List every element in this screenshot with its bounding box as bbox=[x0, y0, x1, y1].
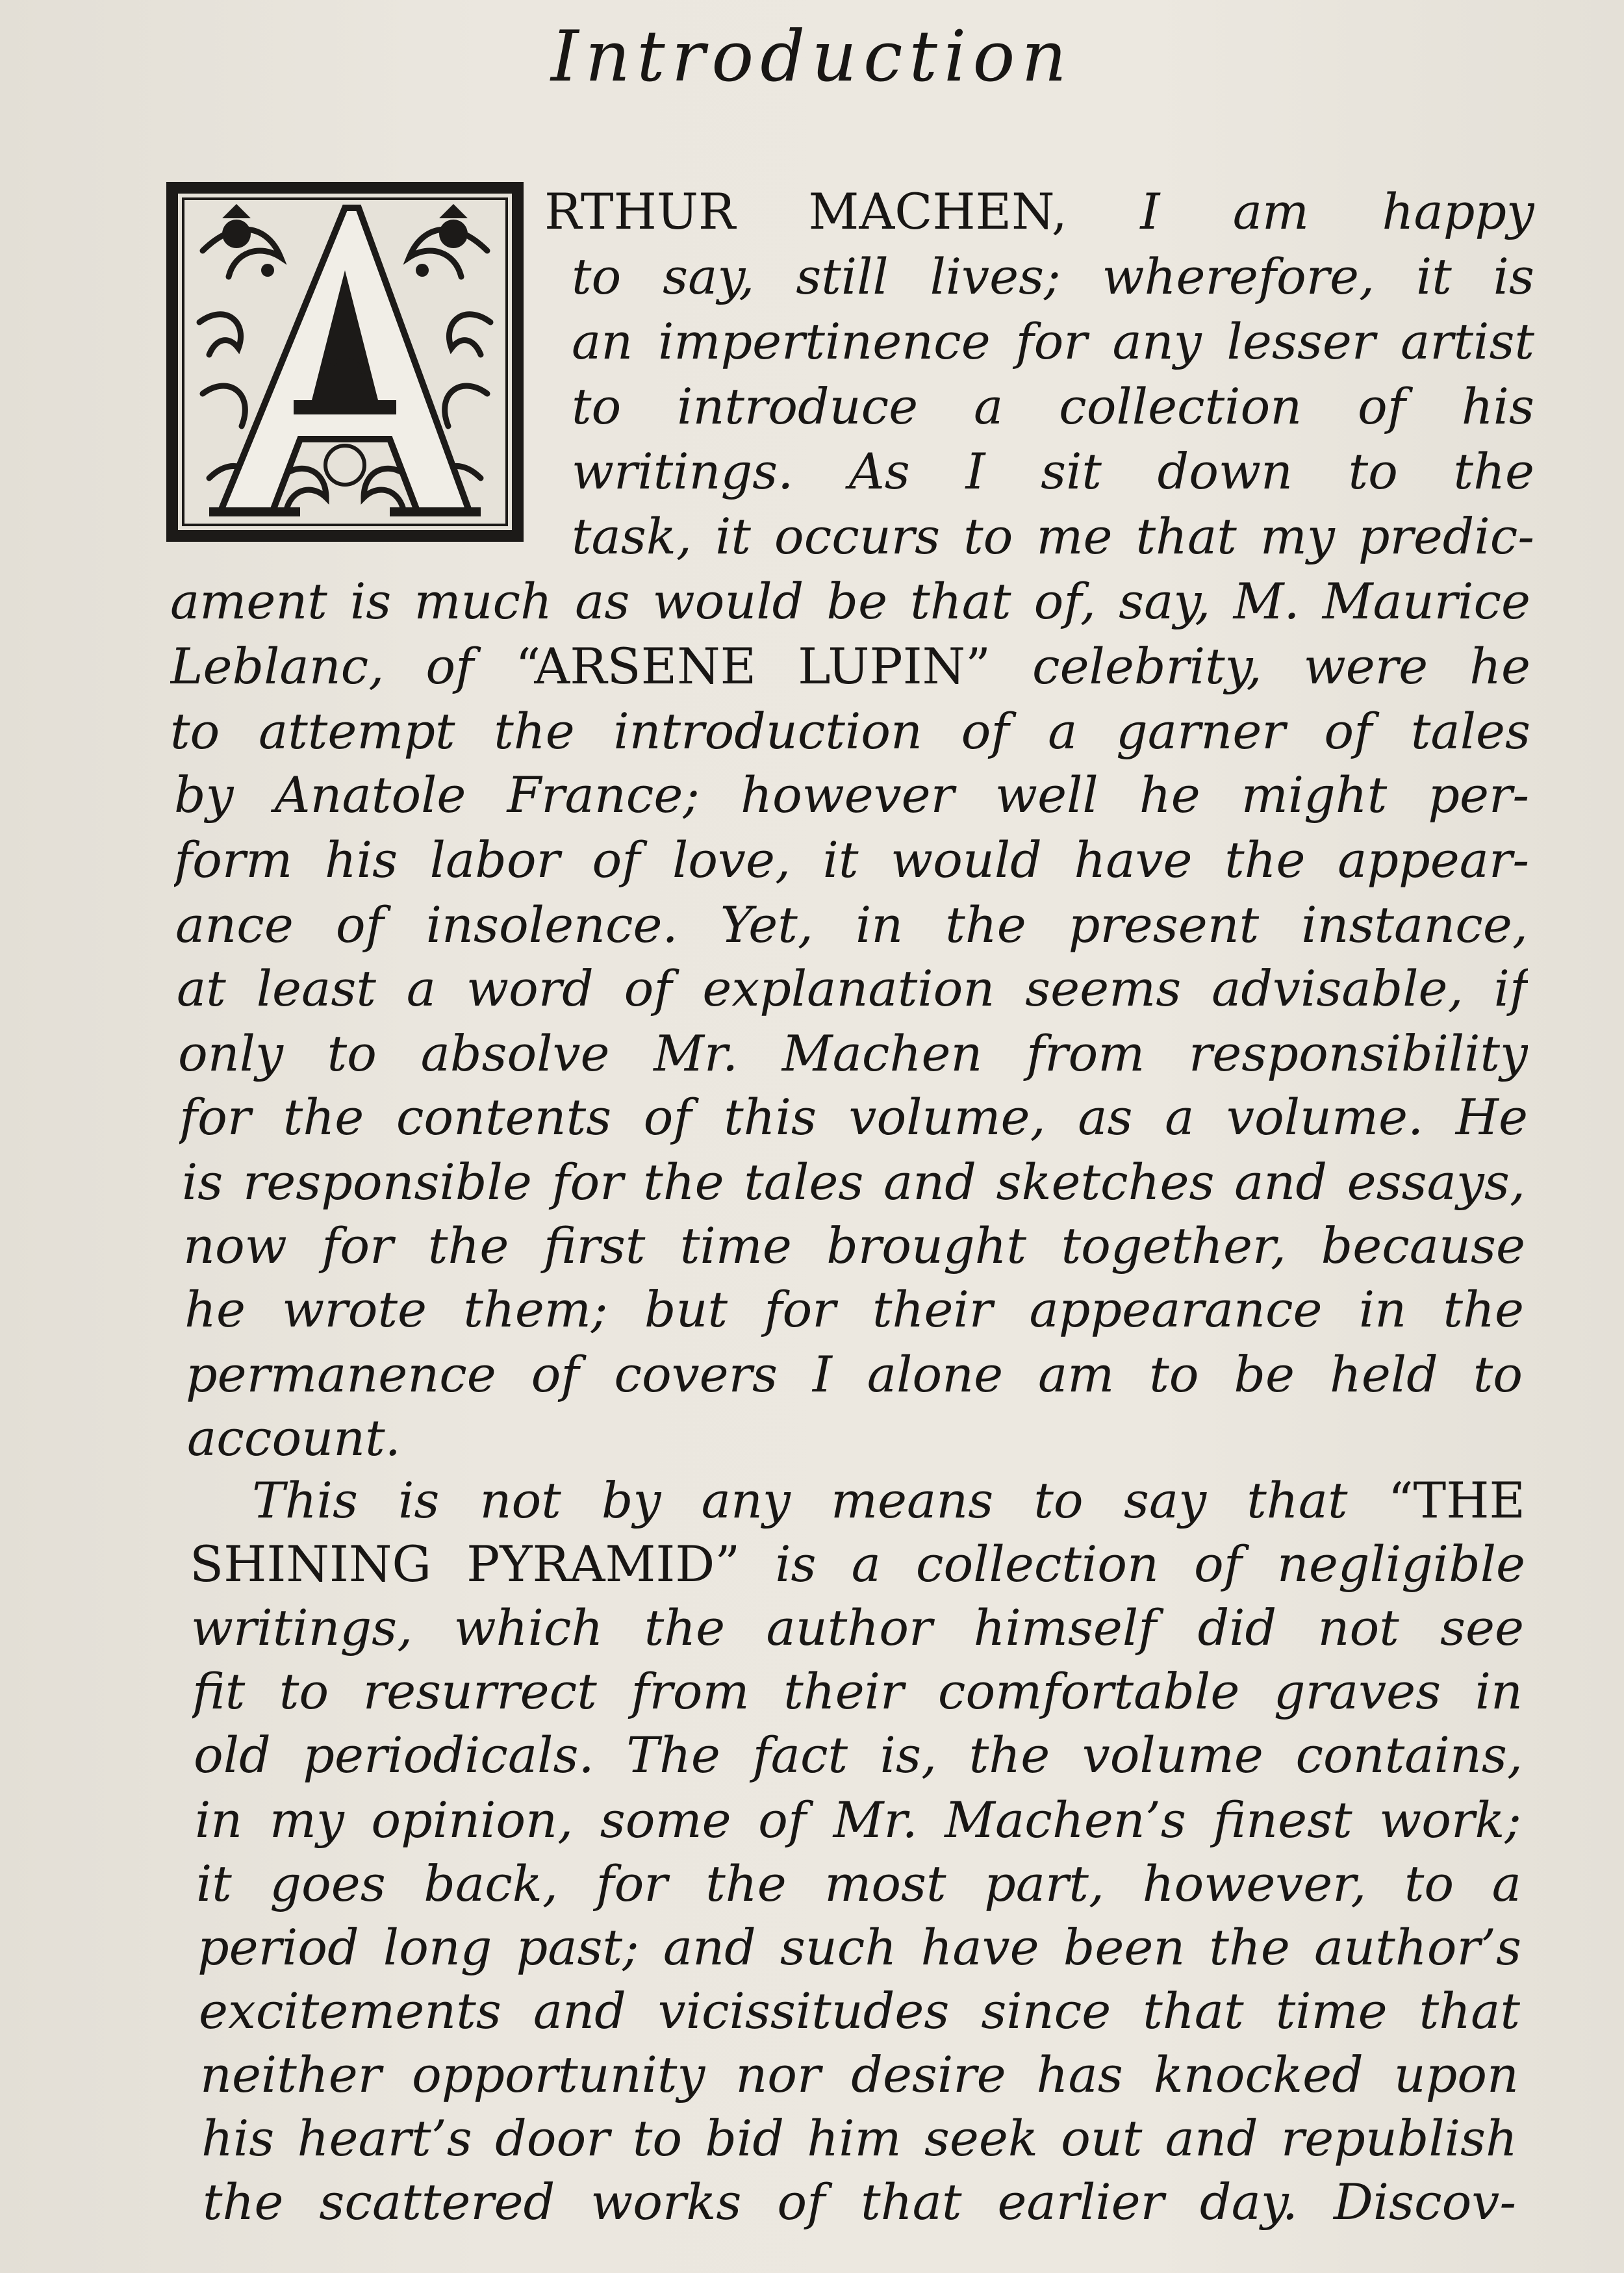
italic-text: period long past; and such have been the author’s bbox=[197, 1918, 1521, 1976]
italic-text: neither opportunity nor desire has knocked upon bbox=[200, 2046, 1519, 2103]
italic-text: in my opinion, some of Mr. Machen’s finest work; bbox=[195, 1791, 1521, 1849]
small-caps-text: “ARSENE LUPIN” bbox=[515, 637, 991, 695]
ornamental-drop-cap bbox=[164, 179, 526, 544]
text-line bbox=[201, 2107, 1517, 2170]
text-line bbox=[192, 1660, 1523, 1723]
italic-text: to introduce a collection of his bbox=[572, 377, 1534, 435]
italic-text: old periodicals. The fact is, the volume contains, bbox=[194, 1726, 1523, 1784]
text-line bbox=[182, 1151, 1525, 1213]
italic-text: task, it occurs to me that my predic- bbox=[572, 507, 1534, 565]
small-caps-text: “THE bbox=[1388, 1471, 1525, 1529]
text-line bbox=[203, 2171, 1516, 2233]
text-line bbox=[572, 505, 1534, 568]
italic-text: for the contents of this volume, as a volume. He bbox=[179, 1088, 1528, 1146]
text-line bbox=[200, 2044, 1519, 2106]
text-line bbox=[170, 635, 1530, 698]
page-title: Introduction bbox=[551, 16, 1073, 97]
text-line bbox=[178, 1022, 1528, 1085]
text-line bbox=[179, 1086, 1528, 1149]
italic-text: the scattered works of that earlier day. Discov- bbox=[203, 2173, 1516, 2231]
text-line bbox=[195, 1789, 1521, 1851]
text-line bbox=[170, 570, 1530, 633]
italic-text: now for the first time brought together, because bbox=[183, 1217, 1525, 1275]
italic-text: only to absolve Mr. Machen from responsibility bbox=[178, 1024, 1528, 1082]
italic-text: is responsible for the tales and sketches and essays, bbox=[182, 1153, 1525, 1211]
text-line bbox=[175, 894, 1528, 956]
italic-text: is a collection of negligible bbox=[740, 1535, 1525, 1593]
italic-text: to say, still lives; wherefore, it is bbox=[572, 248, 1534, 305]
text-line bbox=[197, 1916, 1521, 1979]
text-line bbox=[174, 829, 1529, 891]
italic-text: ament is much as would be that of, say, M. Maurice bbox=[170, 572, 1530, 630]
small-caps-text: RTHUR MACHEN, bbox=[544, 183, 1067, 240]
italic-text: at least a word of explanation seems advisable, if bbox=[177, 959, 1528, 1017]
text-line bbox=[572, 375, 1534, 438]
italic-text: writings, which the author himself did not see bbox=[191, 1599, 1524, 1657]
text-line bbox=[544, 181, 1534, 243]
italic-text: I am happy bbox=[1067, 183, 1534, 240]
italic-text: ance of insolence. Yet, in the present instance, bbox=[175, 896, 1528, 954]
italic-text: celebrity, were he bbox=[990, 637, 1530, 695]
italic-text: by Anatole France; however well he might per- bbox=[174, 766, 1529, 824]
italic-text: to attempt the introduction of a garner of tales bbox=[170, 702, 1530, 760]
italic-text: permanence of covers I alone am to be held to bbox=[186, 1345, 1523, 1403]
text-line bbox=[184, 1278, 1524, 1341]
text-line bbox=[252, 1469, 1525, 1532]
italic-text: This is not by any means to say that bbox=[252, 1471, 1388, 1529]
italic-text: account. bbox=[187, 1409, 401, 1467]
italic-text: his heart’s door to bid him seek out and republish bbox=[201, 2109, 1517, 2167]
italic-text: it goes back, for the most part, however, to a bbox=[196, 1855, 1521, 1912]
text-line bbox=[572, 440, 1534, 503]
text-line bbox=[183, 1215, 1525, 1277]
text-line bbox=[199, 1980, 1520, 2042]
text-line bbox=[190, 1533, 1525, 1595]
italic-text: he wrote them; but for their appearance in the bbox=[184, 1280, 1524, 1338]
text-line bbox=[572, 246, 1534, 308]
text-line bbox=[187, 1407, 401, 1469]
italic-text: excitements and vicissitudes since that time that bbox=[199, 1982, 1520, 2040]
text-line bbox=[194, 1724, 1523, 1786]
text-line bbox=[170, 700, 1530, 763]
small-caps-text: SHINING PYRAMID” bbox=[190, 1535, 741, 1593]
text-line bbox=[186, 1343, 1523, 1406]
text-line bbox=[177, 958, 1528, 1020]
italic-text: form his labor of love, it would have the appear- bbox=[174, 831, 1529, 889]
italic-text: an impertinence for any lesser artist bbox=[572, 312, 1534, 370]
text-line bbox=[174, 764, 1529, 826]
text-line bbox=[191, 1597, 1524, 1659]
text-line bbox=[196, 1853, 1521, 1915]
italic-text: writings. As I sit down to the bbox=[572, 442, 1534, 500]
italic-text: Leblanc, of bbox=[170, 637, 516, 695]
text-line bbox=[572, 311, 1534, 373]
italic-text: fit to resurrect from their comfortable graves in bbox=[192, 1662, 1523, 1720]
